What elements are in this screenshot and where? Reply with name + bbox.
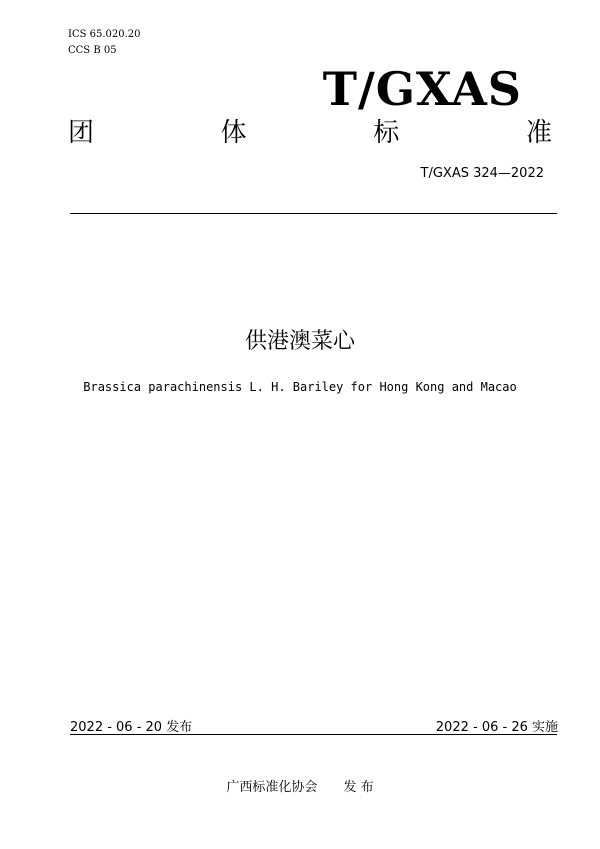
ccs-code: CCS B 05 — [68, 45, 117, 56]
implementation-date: 2022 - 06 - 26 实施 — [435, 720, 558, 735]
standard-type-char: 团 — [68, 118, 95, 148]
issue-date: 2022 - 06 - 20 发布 — [70, 720, 193, 735]
bottom-divider — [70, 734, 557, 735]
standard-logo: T/GXAS — [322, 62, 522, 116]
publisher-action: 发 布 — [343, 780, 374, 795]
standard-type-char: 准 — [525, 118, 552, 148]
ics-code: ICS 65.020.20 — [68, 29, 141, 40]
title-english: Brassica parachinensis L. H. Bariley for Hong Kong and Macao — [83, 380, 517, 394]
publisher-name: 广西标准化协会 — [226, 780, 318, 795]
publisher — [0, 776, 600, 795]
standard-type-char: 标 — [373, 118, 400, 148]
standard-number: T/GXAS 324—2022 — [420, 166, 544, 181]
top-divider — [70, 213, 557, 214]
title-chinese: 供港澳菜心 — [244, 329, 355, 354]
standard-type — [68, 118, 552, 148]
standard-type-char: 体 — [220, 118, 247, 148]
